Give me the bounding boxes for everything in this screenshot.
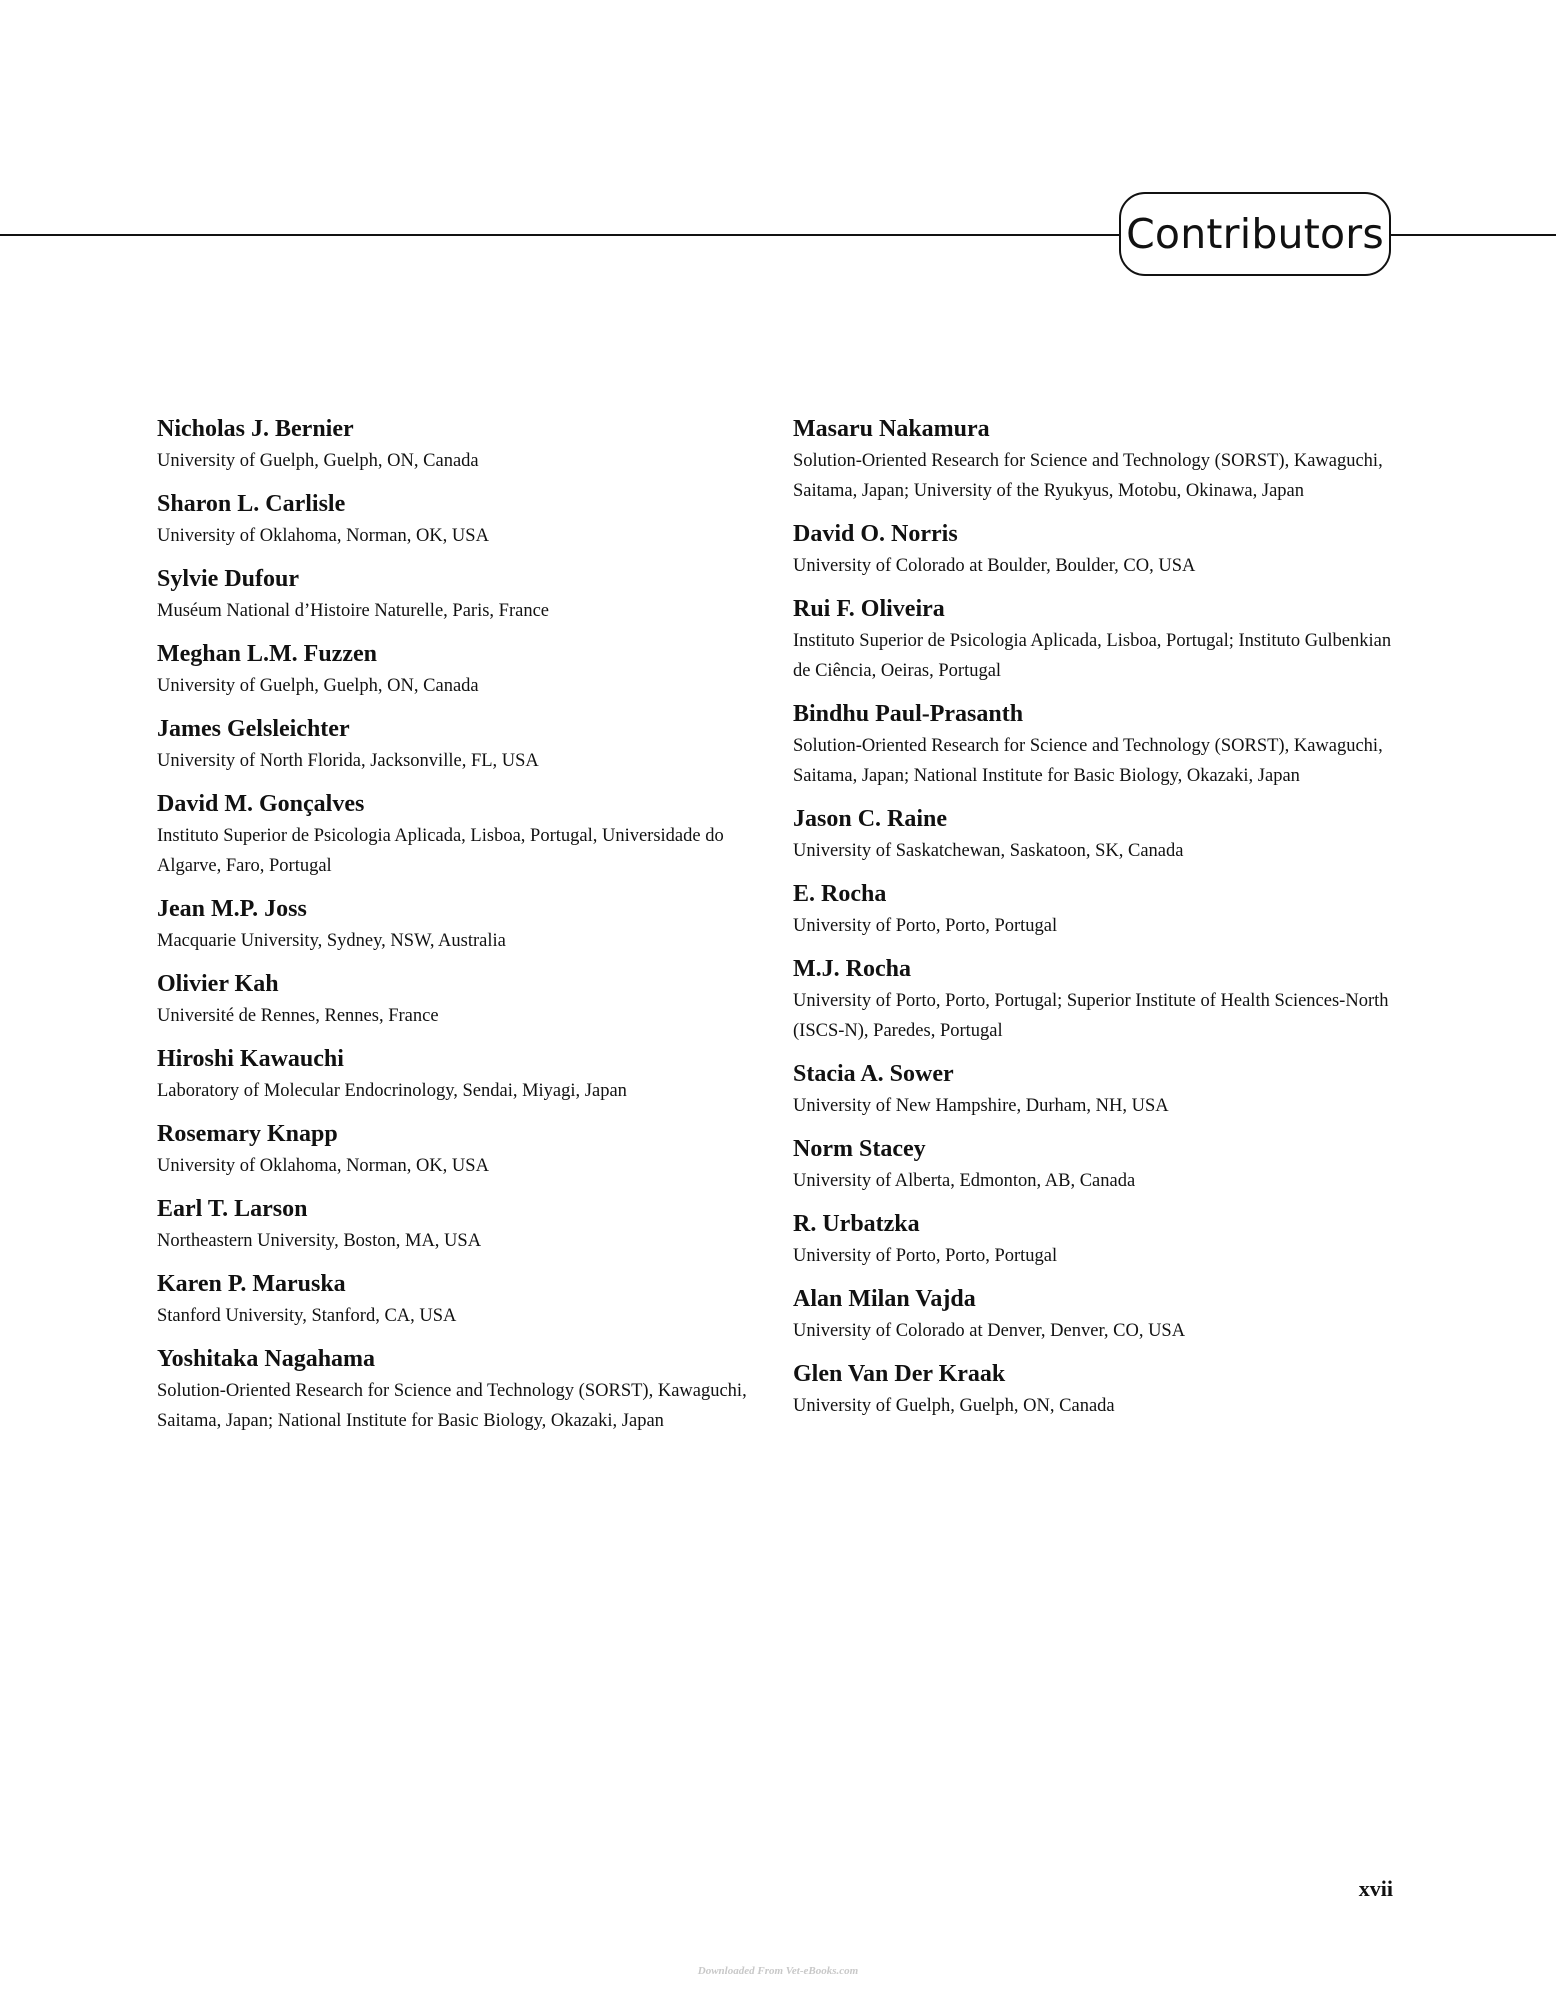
contributor-affiliation: University of Guelph, Guelph, ON, Canada — [157, 676, 479, 696]
contributors-left-column — [157, 412, 767, 1447]
contributor-entry — [157, 1267, 767, 1331]
contributor-entry — [793, 697, 1393, 791]
contributor-name: Hiroshi Kawauchi — [157, 1046, 344, 1072]
contributor-affiliation: University of Guelph, Guelph, ON, Canada — [157, 451, 479, 471]
contributor-entry — [793, 517, 1393, 581]
contributor-entry — [157, 1192, 767, 1256]
contributor-affiliation: University of Saskatchewan, Saskatoon, SK, Canada — [793, 841, 1184, 861]
contributor-affiliation: University of Colorado at Denver, Denver, CO, USA — [793, 1321, 1186, 1341]
contributor-affiliation: University of Guelph, Guelph, ON, Canada — [793, 1396, 1115, 1416]
contributor-affiliation: Université de Rennes, Rennes, France — [157, 1006, 439, 1026]
contributor-name: Karen P. Maruska — [157, 1271, 346, 1297]
contributor-name: M.J. Rocha — [793, 956, 911, 982]
contributor-name: Jean M.P. Joss — [157, 896, 307, 922]
contributor-name: Olivier Kah — [157, 971, 279, 997]
contributor-name: David O. Norris — [793, 521, 958, 547]
contributor-affiliation: University of Alberta, Edmonton, AB, Canada — [793, 1171, 1136, 1191]
contributor-name: Nicholas J. Bernier — [157, 416, 354, 442]
contributor-name: James Gelsleichter — [157, 716, 350, 742]
contributor-entry — [157, 637, 767, 701]
contributor-entry — [793, 592, 1393, 686]
contributor-entry — [793, 1057, 1393, 1121]
contributor-entry — [793, 877, 1393, 941]
contributor-affiliation: University of Porto, Porto, Portugal — [793, 1246, 1058, 1266]
contributor-entry — [793, 802, 1393, 866]
contributor-entry — [157, 967, 767, 1031]
contributor-name: Rui F. Oliveira — [793, 596, 945, 622]
contributor-affiliation: University of Colorado at Boulder, Boulder, CO, USA — [793, 556, 1196, 576]
contributor-affiliation: University of Oklahoma, Norman, OK, USA — [157, 1156, 489, 1176]
contributor-entry — [157, 892, 767, 956]
contributor-affiliation: Muséum National d’Histoire Naturelle, Paris, France — [157, 601, 549, 621]
contributor-affiliation: University of North Florida, Jacksonville, FL, USA — [157, 751, 539, 771]
contributor-affiliation: Northeastern University, Boston, MA, USA — [157, 1231, 482, 1251]
contributor-affiliation: Laboratory of Molecular Endocrinology, Sendai, Miyagi, Japan — [157, 1081, 627, 1101]
contributor-entry — [157, 412, 767, 476]
contributor-name: Earl T. Larson — [157, 1196, 308, 1222]
section-title-box — [1119, 192, 1391, 276]
contributor-entry — [157, 1342, 767, 1436]
contributor-name: Norm Stacey — [793, 1136, 926, 1162]
contributor-entry — [157, 562, 767, 626]
page-number: xvii — [1358, 1876, 1393, 1901]
contributor-entry — [793, 952, 1393, 1046]
contributor-affiliation: University of Porto, Porto, Portugal — [793, 916, 1058, 936]
contributor-affiliation: Solution-Oriented Research for Science and Technology (SORST), Kawaguchi, Saitama, Japan; National Institute for Basic Biology, Okazaki, Japan — [793, 736, 1383, 786]
contributor-affiliation: University of Porto, Porto, Portugal; Superior Institute of Health Sciences-North (ISCS-N), Paredes, Portugal — [793, 991, 1389, 1041]
contributor-entry — [157, 487, 767, 551]
contributor-name: Meghan L.M. Fuzzen — [157, 641, 377, 667]
contributor-name: Yoshitaka Nagahama — [157, 1346, 376, 1372]
contributor-entry — [157, 787, 767, 881]
contributor-entry — [793, 1207, 1393, 1271]
contributor-name: Jason C. Raine — [793, 806, 948, 832]
contributor-name: R. Urbatzka — [793, 1211, 920, 1237]
contributor-name: Sharon L. Carlisle — [157, 491, 346, 517]
contributor-name: David M. Gonçalves — [157, 791, 365, 817]
contributor-name: Rosemary Knapp — [157, 1121, 338, 1147]
contributor-entry — [157, 1042, 767, 1106]
section-title: Contributors — [1126, 210, 1384, 258]
contributor-affiliation: Macquarie University, Sydney, NSW, Australia — [157, 931, 506, 951]
contributor-name: E. Rocha — [793, 881, 887, 907]
contributor-name: Masaru Nakamura — [793, 416, 990, 442]
contributor-affiliation: Instituto Superior de Psicologia Aplicada, Lisboa, Portugal; Instituto Gulbenkian de Ciência, Oeiras, Portugal — [793, 631, 1392, 681]
watermark-text: Downloaded From Vet-eBooks.com — [697, 1965, 859, 1977]
contributor-entry — [157, 1117, 767, 1181]
contributor-entry — [793, 412, 1393, 506]
contributor-name: Glen Van Der Kraak — [793, 1361, 1006, 1387]
contributor-affiliation: University of Oklahoma, Norman, OK, USA — [157, 526, 489, 546]
contributor-affiliation: Instituto Superior de Psicologia Aplicada, Lisboa, Portugal, Universidade do Algarve, Faro, Portugal — [157, 826, 724, 876]
contributor-name: Sylvie Dufour — [157, 566, 300, 592]
contributor-entry — [793, 1132, 1393, 1196]
contributor-entry — [157, 712, 767, 776]
contributor-affiliation: Solution-Oriented Research for Science and Technology (SORST), Kawaguchi, Saitama, Japan; National Institute for Basic Biology, Okazaki, Japan — [157, 1381, 747, 1431]
contributor-affiliation: Stanford University, Stanford, CA, USA — [157, 1306, 457, 1326]
contributor-entry — [793, 1357, 1393, 1421]
contributor-affiliation: University of New Hampshire, Durham, NH, USA — [793, 1096, 1169, 1116]
contributor-entry — [793, 1282, 1393, 1346]
contributors-right-column — [793, 412, 1393, 1432]
contributor-name: Bindhu Paul-Prasanth — [793, 701, 1024, 727]
contributor-affiliation: Solution-Oriented Research for Science and Technology (SORST), Kawaguchi, Saitama, Japan; University of the Ryukyus, Motobu, Okinawa, Japan — [793, 451, 1383, 501]
contributor-name: Stacia A. Sower — [793, 1061, 954, 1087]
contributor-name: Alan Milan Vajda — [793, 1286, 976, 1312]
